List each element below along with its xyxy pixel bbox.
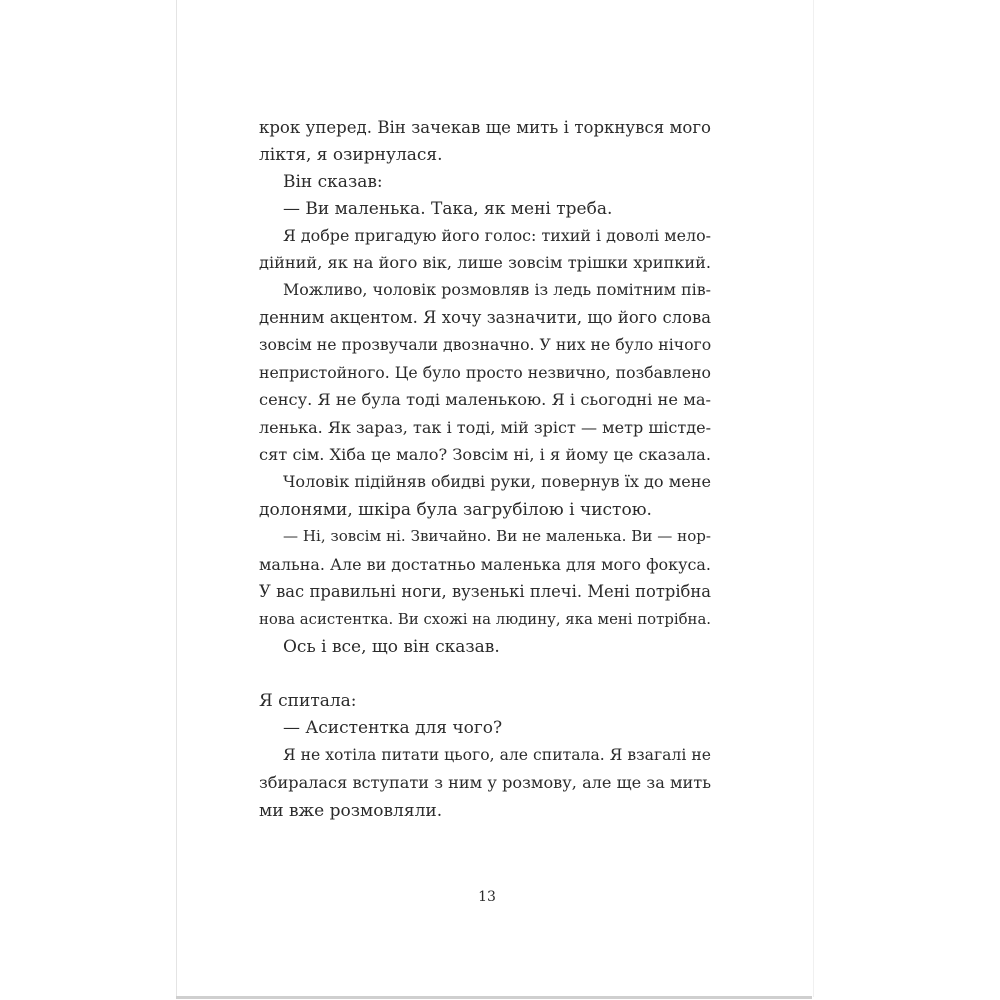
text-line: зовсім не прозвучали двозначно. У них не було нічого bbox=[259, 335, 712, 354]
text-line: Ось і все, що він сказав. bbox=[283, 637, 500, 657]
text-line: ми вже розмовляли. bbox=[259, 801, 443, 821]
text-line: долонями, шкіра була загрубілою і чистою. bbox=[259, 500, 652, 520]
text-line: сенсу. Я не була тоді маленькою. Я і сьогодні не ма- bbox=[259, 390, 711, 409]
text-line: — Ви маленька. Така, як мені треба. bbox=[283, 199, 613, 219]
text-line: крок уперед. Він зачекав ще мить і торкнувся мого bbox=[259, 118, 711, 137]
text-line: — Ні, зовсім ні. Звичайно. Ви не маленька. Ви — нор- bbox=[283, 527, 711, 545]
text-line: Я добре пригадую його голос: тихий і доволі мело- bbox=[283, 226, 711, 245]
text-line: Він сказав: bbox=[283, 172, 383, 192]
text-line: — Асистентка для чого? bbox=[283, 718, 503, 738]
text-line: Чоловік підійняв обидві руки, повернув їх до мене bbox=[283, 472, 711, 491]
page-edge bbox=[176, 996, 812, 999]
text-line: Я спитала: bbox=[259, 691, 357, 711]
text-line: Я не хотіла питати цього, але спитала. Я взагалі не bbox=[283, 746, 711, 764]
text-line: ленька. Як зараз, так і тоді, мій зріст — метр шістде- bbox=[259, 418, 711, 437]
text-line: мальна. Але ви достатньо маленька для мого фокуса. bbox=[259, 555, 711, 574]
text-line: Можливо, чоловік розмовляв із ледь помітним пів- bbox=[283, 280, 711, 299]
page-number: 13 bbox=[478, 889, 496, 905]
text-line: сят сім. Хіба це мало? Зовсім ні, і я йому це сказала. bbox=[259, 445, 711, 464]
text-line: ліктя, я озирнулася. bbox=[259, 145, 443, 165]
text-line: непристойного. Це було просто незвично, позбавлено bbox=[259, 363, 711, 382]
text-line: збиралася вступати з ним у розмову, але ще за мить bbox=[259, 773, 711, 792]
text-line: денним акцентом. Я хочу зазначити, що його слова bbox=[259, 308, 711, 327]
text-line: У вас правильні ноги, вузенькі плечі. Мені потрібна bbox=[259, 582, 711, 601]
text-line: дійний, як на його вік, лише зовсім трішки хрипкий. bbox=[259, 253, 711, 272]
text-line: нова асистентка. Ви схожі на людину, яка мені потрібна. bbox=[259, 610, 712, 628]
